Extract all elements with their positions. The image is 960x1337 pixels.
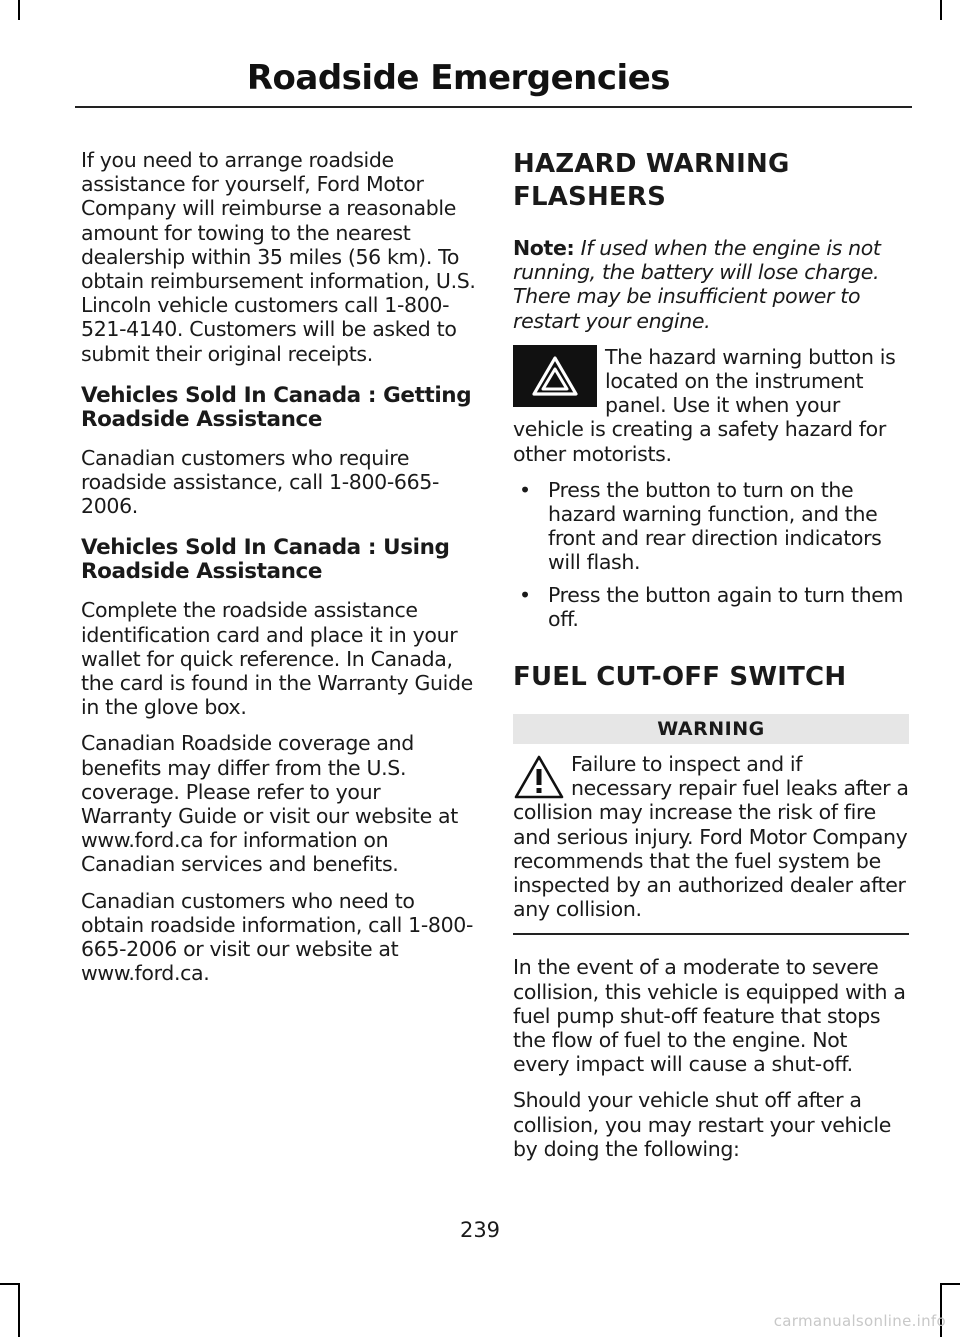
heading-hazard-warning-flashers: HAZARD WARNING FLASHERS: [513, 149, 790, 212]
hazard-description: [513, 345, 909, 466]
hazard-bullet-list: [513, 478, 909, 631]
paragraph-coverage: Canadian Roadside coverage and benefits may differ from the U.S. coverage. Please refer to your Warranty Guide or visit our website at www.ford.ca for information on Canadian services and benefits.: [81, 731, 458, 877]
crop-mark-bottom-left-v: [18, 1283, 20, 1337]
paragraph-identification-card: Complete the roadside assistance identification card and place it in your wallet for quick reference. In Canada, the card is found in the Warranty Guide in the glove box.: [81, 598, 473, 720]
crop-mark-bottom-left-h: [0, 1283, 20, 1285]
heading-fuel-cut-off-switch: FUEL CUT-OFF SWITCH: [513, 662, 847, 693]
hazard-warning-icon: [513, 345, 597, 407]
paragraph-hazard-location: The hazard warning button is located on the instrument panel. Use it when your vehicle is creating a safety hazard for other motorists.: [513, 344, 896, 466]
watermark: carmanualsonline.info: [773, 1312, 946, 1330]
crop-mark-top-right-v: [940, 0, 942, 20]
note-text: If used when the engine is not running, the battery will lose charge. There may be insufficient power to restart your engine.: [513, 236, 881, 333]
right-column: [513, 148, 909, 1173]
note-label: Note:: [513, 236, 575, 260]
left-column: [81, 148, 476, 997]
paragraph-restart: Should your vehicle shut off after a collision, you may restart your vehicle by doing the following:: [513, 1088, 892, 1161]
warning-text: Failure to inspect and if necessary repair fuel leaks after a collision may increase the risk of fire and serious injury. Ford Motor Company recommends that the fuel system be inspected by an authorized dealer after any collision.: [513, 752, 909, 922]
crop-mark-bottom-right-h: [940, 1283, 960, 1285]
list-item: • Press the button to turn on the hazard warning function, and the front and rear direction indicators will flash.: [519, 477, 882, 575]
header-rule: [75, 106, 912, 108]
crop-mark-top-left-v: [18, 0, 20, 20]
bullet-icon: •: [519, 582, 531, 607]
warning-triangle-icon: [513, 754, 565, 800]
paragraph-fuel-shutoff: In the event of a moderate to severe collision, this vehicle is equipped with a fuel pump shut-off feature that stops the flow of fuel to the engine. Not every impact will cause a shut-off.: [513, 955, 906, 1077]
heading-using-roadside-assistance: Vehicles Sold In Canada : Using Roadside Assistance: [81, 535, 450, 585]
page-title: Roadside Emergencies: [246, 58, 670, 98]
paragraph-roadside-information: Canadian customers who need to obtain roadside information, call 1-800-665-2006 or visit our website at www.ford.ca.: [81, 888, 474, 986]
warning-label: WARNING: [513, 714, 909, 744]
paragraph-reimbursement: If you need to arrange roadside assistance for yourself, Ford Motor Company will reimburse a reasonable amount for towing to the nearest dealership within 35 miles (56 km). To obtain reimbursement information, U.S. Lincoln vehicle customers call 1-800-521-4140. Customers will be asked to submit their original receipts.: [81, 148, 476, 366]
warning-box: [513, 752, 909, 935]
bullet-icon: •: [519, 477, 531, 502]
paragraph-canadian-call: Canadian customers who require roadside assistance, call 1-800-665-2006.: [81, 445, 440, 519]
note-paragraph: [513, 236, 909, 333]
heading-getting-roadside-assistance: Vehicles Sold In Canada : Getting Roadside Assistance: [81, 382, 472, 432]
list-item: • Press the button again to turn them off.: [519, 582, 904, 631]
page-number: 239: [459, 1218, 501, 1242]
